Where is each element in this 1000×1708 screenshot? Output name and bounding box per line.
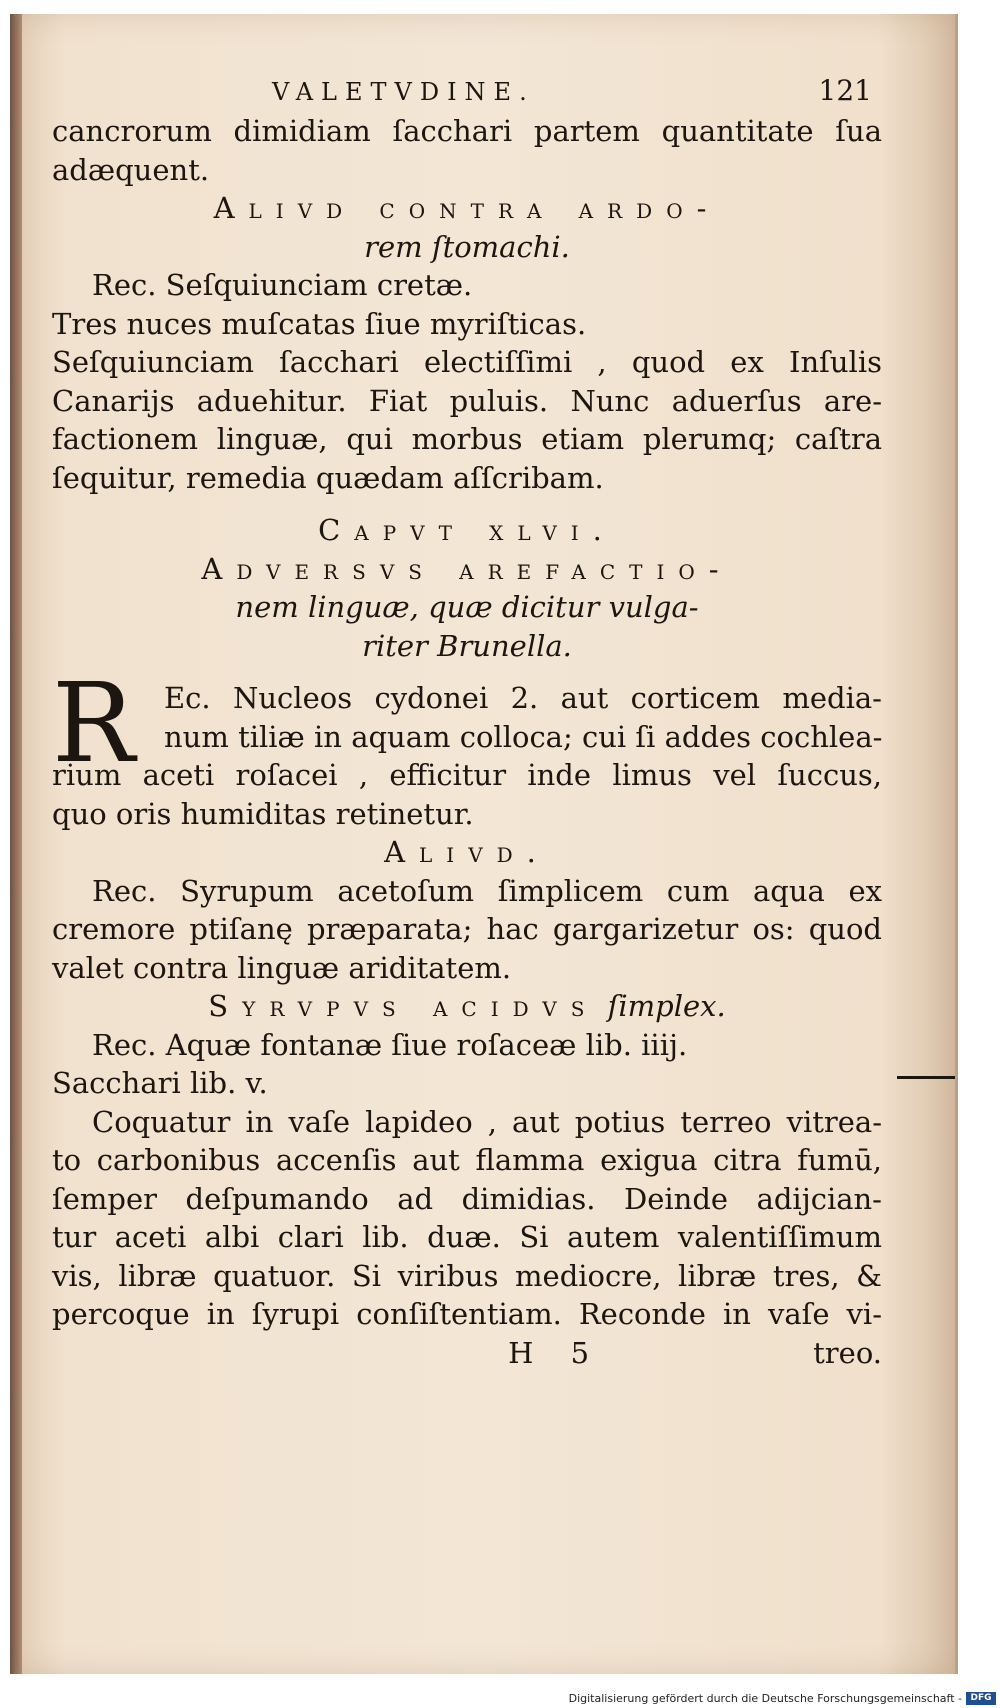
heading-alivd-contra: Alivd contra ardo-	[213, 191, 721, 225]
chapter-heading-line1: Adversvs arefactio-	[201, 551, 733, 586]
recipe-three	[52, 1026, 882, 1334]
text-line: ſequitur, remedia quædam aſſcribam.	[52, 460, 604, 495]
text-line: adæquent.	[52, 152, 210, 187]
drop-capital: R	[52, 659, 135, 787]
text-line: Canarijs aduehitur. Fiat puluis. Nunc aduerſus are-	[52, 383, 882, 418]
heading-alivd-contra-line2: rem ſtomachi.	[364, 229, 570, 264]
book-binding-edge	[10, 14, 22, 1674]
page-footer	[52, 1334, 882, 1374]
digitization-credit: Digitalisierung gefördert durch die Deutsche Forschungsgemeinschaft -	[568, 1692, 962, 1705]
running-header	[52, 72, 882, 112]
dropcap-line: quo oris humiditas retinetur.	[52, 796, 474, 831]
text-line: Rec. Syrupum acetoſum ſimplicem cum aqua ex	[92, 873, 882, 908]
text-line: percoque in ſyrupi conſiſtentiam. Reconde in vaſe vi-	[52, 1297, 882, 1331]
text-line: Tres nuces muſcatas ſiue myriſticas.	[52, 306, 587, 341]
recipe-one	[52, 266, 882, 497]
text-line: cremore ptiſanę præparata; hac gargarizetur os: quod	[52, 912, 882, 946]
text-line: Sacchari lib. v.	[52, 1066, 268, 1100]
text-line: factionem linguæ, qui morbus etiam plerumq; caſtra	[52, 422, 882, 456]
text-line: valet contra linguæ ariditatem.	[52, 950, 512, 985]
dropcap-line: rium aceti roſacei , efficitur inde limus vel ſuccus,	[52, 758, 882, 792]
dropcap-paragraph	[52, 659, 883, 833]
margin-pen-mark	[897, 1076, 955, 1079]
text-line: tur aceti albi clari lib. duæ. Si autem valentiſſimum	[52, 1220, 882, 1254]
heading-syrvpvs	[52, 987, 882, 1026]
digitization-footer	[0, 1690, 1000, 1708]
page-number: 121	[818, 74, 872, 107]
running-head-title: VALETVDINE.	[272, 78, 535, 106]
heading-alivd: Alivd.	[384, 835, 550, 869]
chapter-heading-line3: riter Brunella.	[362, 628, 572, 663]
text-line: Rec. Aquæ fontanæ ſiue roſaceæ lib. iiij.	[92, 1027, 688, 1062]
text-line: ſemper deſpumando ad dimidias. Deinde adijcian-	[52, 1181, 882, 1216]
dropcap-line: Ec. Nucleos cydonei 2. aut corticem media-	[164, 681, 882, 715]
recipe-two	[52, 872, 882, 988]
text-line: to carbonibus accenſis aut flamma exigua citra fumū,	[52, 1143, 882, 1177]
heading-syrvpvs-italic: ſimplex.	[607, 989, 726, 1023]
heading-syrvpvs-caps: Syrvpvs acidvs	[208, 989, 599, 1023]
text-line: vis, libræ quatuor. Si viribus mediocre, libræ tres, &	[52, 1258, 882, 1293]
text-line: Seſquiunciam ſacchari electiſſimi , quod ex Inſulis	[52, 345, 882, 379]
catchword: treo.	[813, 1335, 882, 1370]
continuation-lines	[52, 112, 882, 189]
text-line: Rec. Seſquiunciam cretæ.	[92, 268, 473, 302]
text-line: Coquatur in vaſe lapideo , aut potius terreo vitrea-	[92, 1104, 882, 1139]
chapter-title: Capvt xlvi.	[318, 513, 616, 547]
dfg-logo: DFG	[966, 1692, 996, 1705]
page-text-block	[52, 72, 882, 1374]
chapter-heading-line2: nem linguæ, quæ dicitur vulga-	[235, 590, 699, 624]
book-page	[10, 14, 958, 1674]
dropcap-line: num tiliæ in aquam colloca; cui ſi addes cochlea-	[164, 719, 883, 754]
signature-mark: H 5	[508, 1335, 604, 1370]
text-line: cancrorum dimidiam ſacchari partem quantitate ſua	[52, 114, 882, 148]
